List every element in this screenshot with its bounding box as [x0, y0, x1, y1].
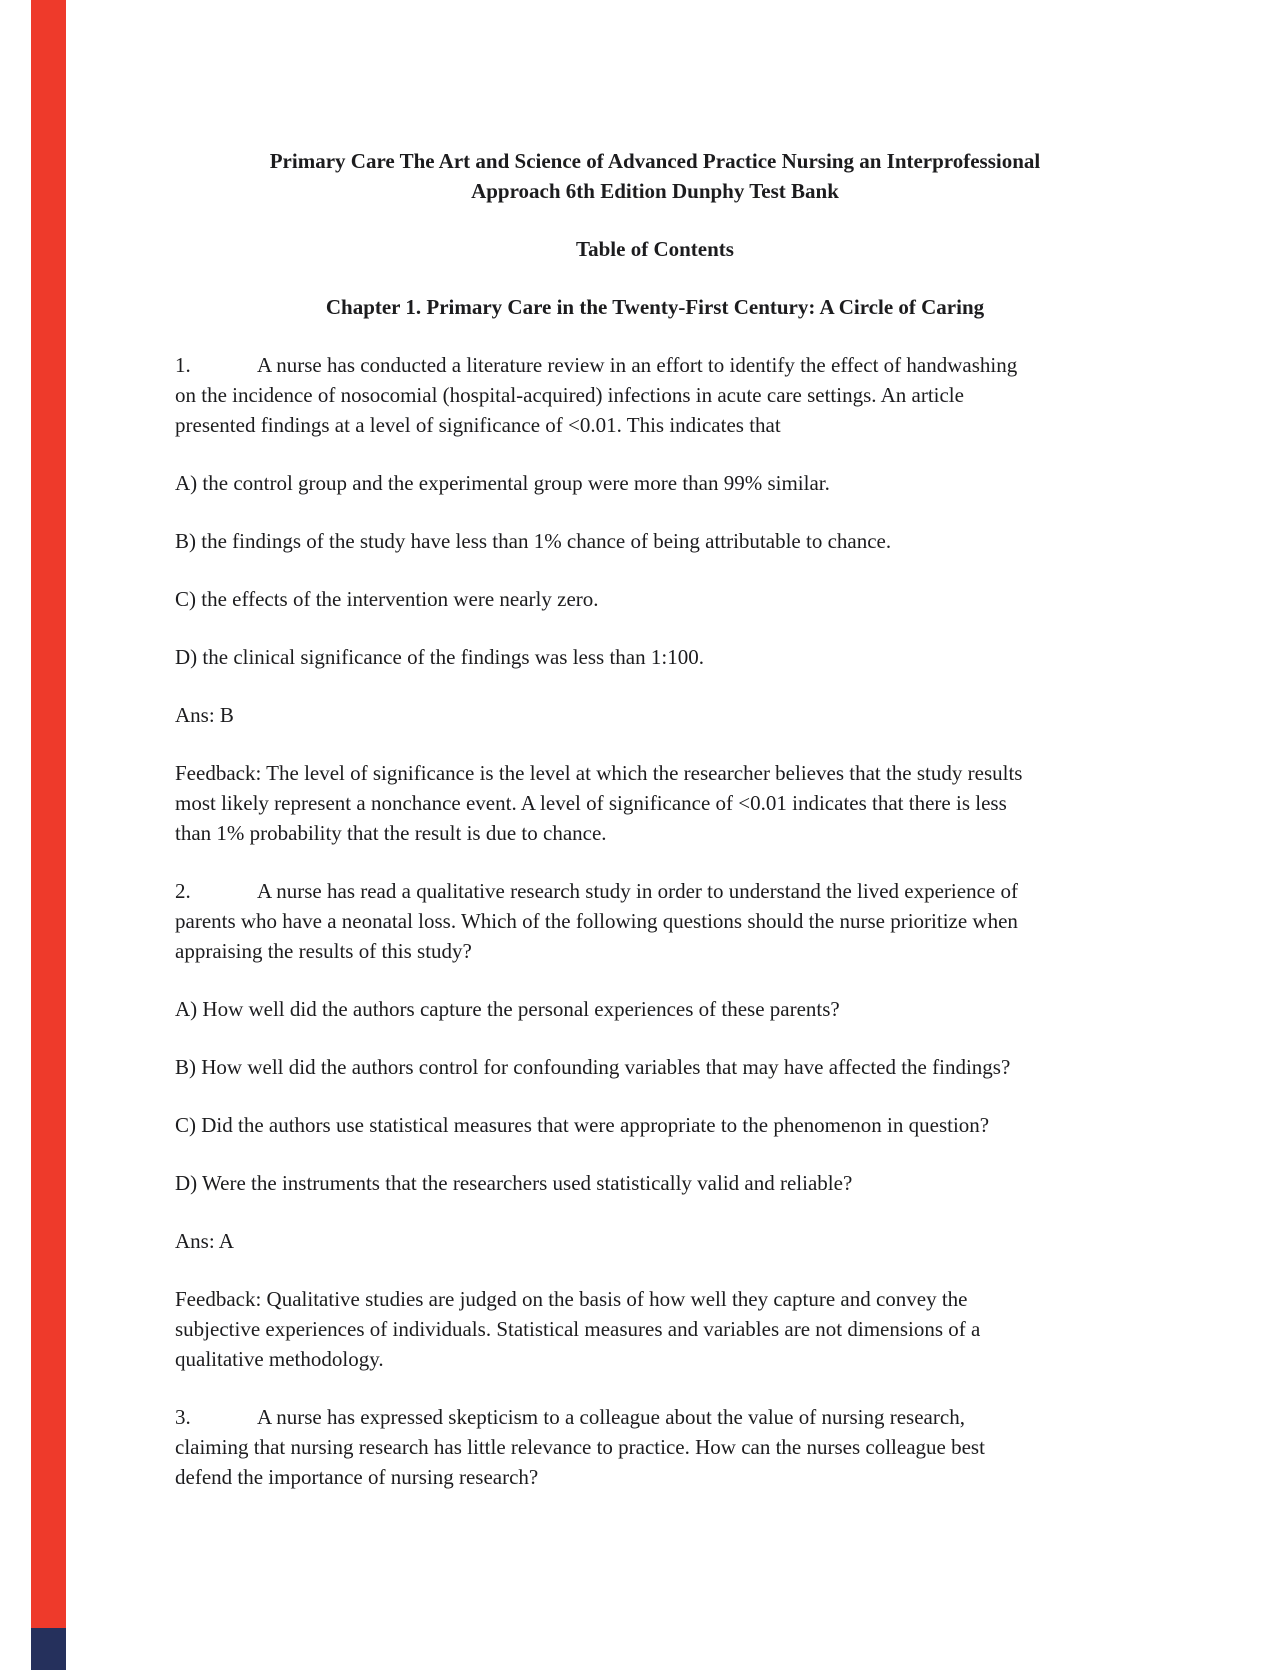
option-paragraph: B) How well did the authors control for confounding variables that may have affected the findings? [175, 1055, 1011, 1079]
chapter-heading: Chapter 1. Primary Care in the Twenty-First Century: A Circle of Caring [325, 295, 985, 319]
question-blocks [175, 350, 1135, 1492]
question-paragraph: 3. A nurse has expressed skepticism to a colleague about the value of nursing research, claiming that nursing research has little relevance to practice. How can the nurses colleague best defend the importance of nursing research? [175, 1402, 1135, 1492]
option-paragraph: D) Were the instruments that the researchers used statistically valid and reliable? [175, 1171, 853, 1195]
table-of-contents-heading: Table of Contents [576, 237, 734, 261]
option-paragraph: B) the findings of the study have less than 1% chance of being attributable to chance. [175, 529, 892, 553]
question-paragraph: 1. A nurse has conducted a literature review in an effort to identify the effect of handwashing on the incidence of nosocomial (hospital-acquired) infections in acute care settings. An article presented findings at a level of significance of <0.01. This indicates that [175, 350, 1135, 440]
option-paragraph: A) the control group and the experimental group were more than 99% similar. [175, 471, 830, 495]
feedback-paragraph: Feedback: Qualitative studies are judged on the basis of how well they capture and convey the subjective experiences of individuals. Statistical measures and variables are not dimensions of a qualitative methodology. [175, 1287, 981, 1371]
left-edge-navy-stripe [31, 1628, 66, 1670]
question-number: 2. [175, 879, 191, 903]
document-content [175, 0, 1135, 1492]
feedback-paragraph: Feedback: The level of significance is the level at which the researcher believes that the study results most likely represent a nonchance event. A level of significance of <0.01 indicates that there is less than 1% probability that the result is due to chance. [175, 761, 1023, 845]
document-title-line-2: Approach 6th Edition Dunphy Test Bank [471, 179, 839, 203]
question-number: 1. [175, 353, 191, 377]
answer-paragraph: Ans: A [175, 1229, 234, 1253]
option-paragraph: A) How well did the authors capture the personal experiences of these parents? [175, 997, 840, 1021]
document-title [175, 146, 1135, 206]
option-paragraph: C) the effects of the intervention were nearly zero. [175, 587, 599, 611]
answer-paragraph: Ans: B [175, 703, 234, 727]
question-paragraph: 2. A nurse has read a qualitative research study in order to understand the lived experience of parents who have a neonatal loss. Which of the following questions should the nurse prioritize when appraising the results of this study? [175, 876, 1135, 966]
option-paragraph: D) the clinical significance of the findings was less than 1:100. [175, 645, 704, 669]
left-edge-red-stripe [31, 0, 66, 1628]
question-number: 3. [175, 1405, 191, 1429]
document-title-line-1: Primary Care The Art and Science of Advanced Practice Nursing an Interprofessional [269, 149, 1041, 173]
option-paragraph: C) Did the authors use statistical measures that were appropriate to the phenomenon in question? [175, 1113, 990, 1137]
